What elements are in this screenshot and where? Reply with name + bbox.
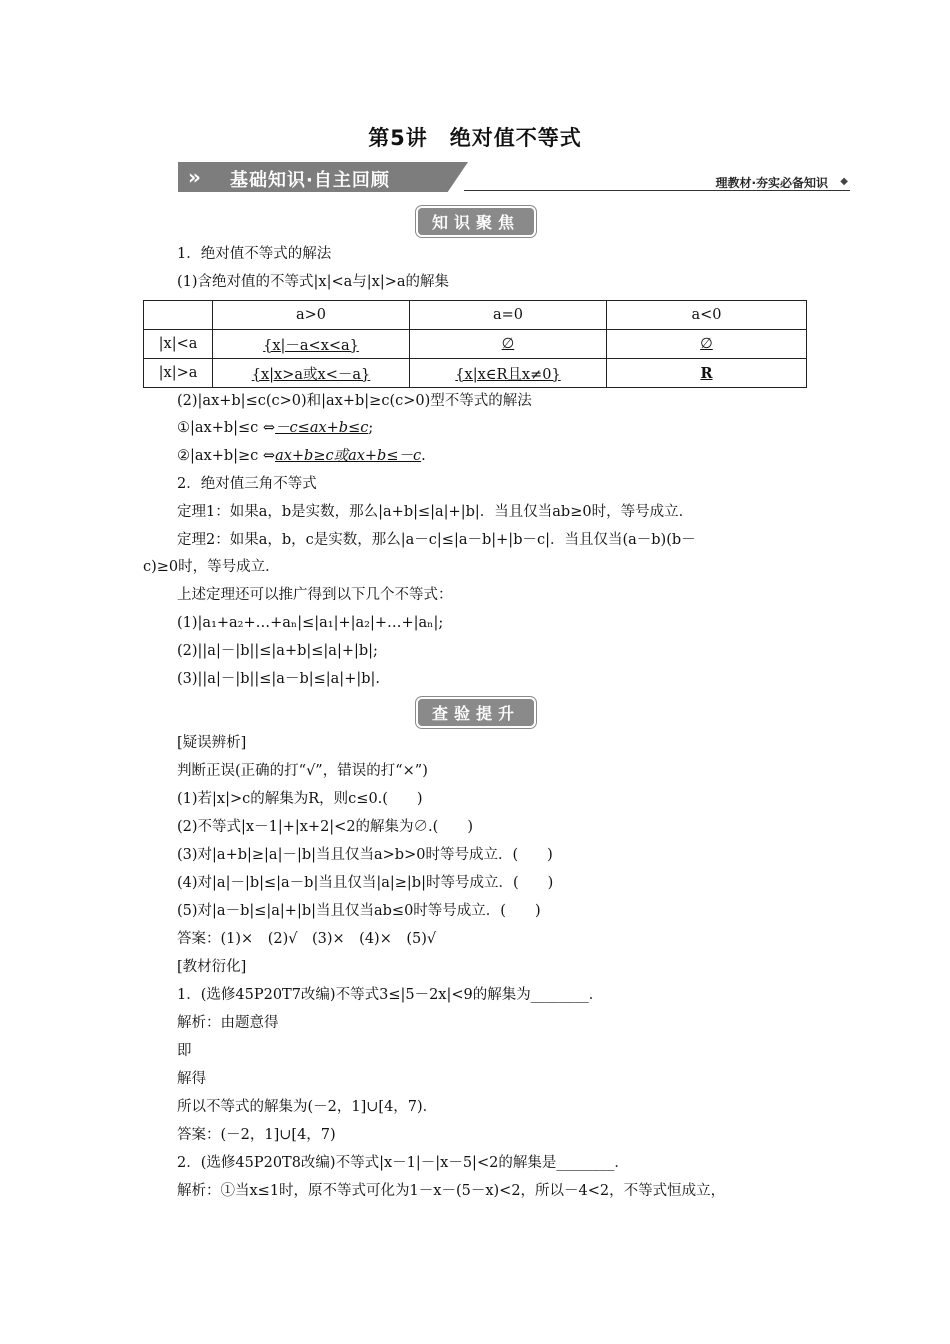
error-analysis-tag: [疑误辨析] (177, 735, 247, 751)
page-title: 第5讲 绝对值不等式 (368, 126, 582, 150)
table-cell: {x|x∈R且x≠0} (410, 359, 607, 388)
judge-item: (1)若|x|>c的解集为R，则c≤0.( ) (177, 791, 423, 807)
rule-1-post: ; (368, 420, 374, 436)
check-tag-label: 查验提升 (418, 699, 534, 726)
banner-title: 基础知识·自主回顾 (230, 170, 390, 191)
q1-analysis-1: 解析：由题意得 (177, 1015, 279, 1031)
table-row (144, 359, 807, 388)
table-header: a>0 (213, 301, 410, 330)
theorem-2: 定理2：如果a，b，c是实数，那么|a－c|≤|a－b|+|b－c|．当且仅当(a－b)(b－ (177, 532, 696, 548)
knowledge-tag (408, 207, 544, 235)
q1-analysis-2: 即 (177, 1043, 192, 1059)
table-header: a<0 (607, 301, 807, 330)
knowledge-tag-label: 知识聚焦 (418, 208, 534, 235)
textbook-tag: [教材衍化] (177, 959, 247, 975)
question-1: 1．(选修45P20T7改编)不等式3≤|5－2x|<9的解集为________． (177, 987, 604, 1003)
generalization-2: (2)||a|－|b||≤|a+b|≤|a|+|b|; (177, 643, 378, 659)
rule-1-answer: －c≤ax+b≤c (275, 420, 369, 436)
row-label: |x|<a (144, 330, 213, 359)
sec1-sub1: (1)含绝对值的不等式|x|<a与|x|>a的解集 (177, 274, 450, 290)
table-cell: R (607, 359, 807, 388)
solution-table (143, 300, 807, 388)
section-banner (178, 162, 850, 196)
generalization-intro: 上述定理还可以推广得到以下几个不等式： (177, 587, 453, 603)
rule-1 (177, 418, 373, 438)
theorem-2-cont: c)≥0时，等号成立． (143, 559, 280, 575)
sec1-heading: 1．绝对值不等式的解法 (177, 246, 332, 262)
table-row (144, 330, 807, 359)
rule-2-post: . (421, 448, 426, 464)
theorem-1: 定理1：如果a，b是实数，那么|a+b|≤|a|+|b|．当且仅当ab≥0时，等号成立． (177, 504, 694, 520)
check-tag (408, 698, 544, 726)
judge-answer: 答案：(1)× (2)√ (3)× (4)× (5)√ (177, 931, 437, 947)
rule-2-answer: ax+b≥c或ax+b≤－c (275, 448, 422, 464)
generalization-3: (3)||a|－|b||≤|a－b|≤|a|+|b|. (177, 671, 380, 687)
table-cell: {x|－a<x<a} (213, 330, 410, 359)
table-header: a=0 (410, 301, 607, 330)
q1-answer: 答案：(－2，1]∪[4，7) (177, 1127, 336, 1143)
q1-analysis-4: 所以不等式的解集为(－2，1]∪[4，7)． (177, 1099, 438, 1115)
table-cell: ∅ (607, 330, 807, 359)
judge-item: (3)对|a+b|≥|a|－|b|当且仅当a>b>0时等号成立．( ) (177, 847, 553, 863)
sec1-sub2: (2)|ax+b|≤c(c>0)和|ax+b|≥c(c>0)型不等式的解法 (177, 393, 532, 409)
question-2: 2．(选修45P20T8改编)不等式|x－1|－|x－5|<2的解集是________． (177, 1155, 629, 1171)
table-header-row (144, 301, 807, 330)
diamond-icon: ◆ (840, 176, 848, 187)
q1-analysis-3: 解得 (177, 1071, 206, 1087)
table-cell: ∅ (410, 330, 607, 359)
table-cell (144, 301, 213, 330)
rule-2 (177, 446, 426, 466)
q2-analysis-1: 解析：①当x≤1时，原不等式可化为1－x－(5－x)<2，所以－4<2，不等式恒成立， (177, 1183, 726, 1199)
table-cell: {x|x>a或x<－a} (213, 359, 410, 388)
double-chevron-icon: » (188, 165, 201, 189)
row-label: |x|>a (144, 359, 213, 388)
generalization-1: (1)|a₁+a₂+…+aₙ|≤|a₁|+|a₂|+…+|aₙ|; (177, 615, 444, 631)
sec2-heading: 2．绝对值三角不等式 (177, 476, 317, 492)
judge-item: (2)不等式|x－1|+|x+2|<2的解集为∅.( ) (177, 819, 473, 835)
rule-2-pre: ②|ax+b|≥c ⇔ (177, 448, 276, 464)
judge-item: (4)对|a|－|b|≤|a－b|当且仅当|a|≥|b|时等号成立．( ) (177, 875, 554, 891)
judge-item: (5)对|a－b|≤|a|+|b|当且仅当ab≤0时等号成立．( ) (177, 903, 541, 919)
rule-1-pre: ①|ax+b|≤c ⇔ (177, 420, 276, 436)
judge-intro: 判断正误(正确的打“√”，错误的打“×”) (177, 763, 428, 779)
banner-subtitle: 理教材·夯实必备知识 (715, 176, 828, 190)
